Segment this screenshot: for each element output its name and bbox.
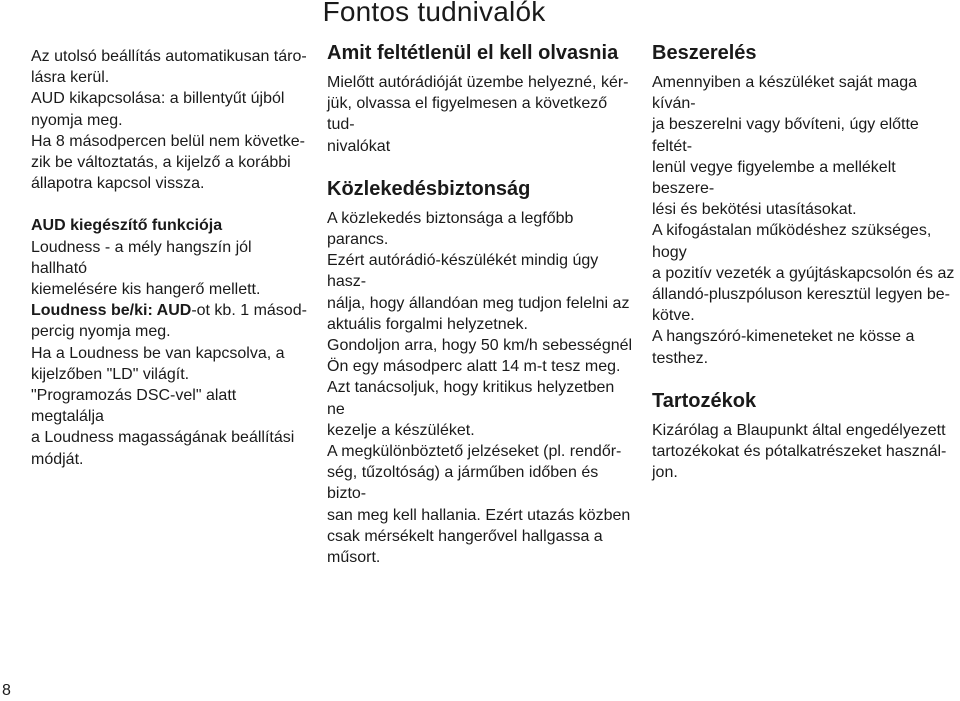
text-line: kiemelésére kis hangerő mellett. xyxy=(31,281,261,299)
text-line: Ön egy másodperc alatt 14 m-t tesz meg. xyxy=(327,358,621,376)
text-line: Azt tanácsoljuk, hogy kritikus helyzetben ne xyxy=(327,379,615,418)
text-line: nivalókat xyxy=(327,137,391,155)
text-line: kezelje a készüléket. xyxy=(327,421,475,439)
text-line: ség, tűzoltóság) a járműben időben és bizto- xyxy=(327,464,599,503)
text-line: Amennyiben a készüléket saját maga kíván- xyxy=(652,74,918,113)
text-line: jon. xyxy=(652,464,678,482)
text-line: kijelzőben "LD" világít. xyxy=(31,365,190,383)
left-column xyxy=(31,46,311,470)
text-line: lásra kerül. xyxy=(31,69,110,87)
text-line: jük, olvassa el figyelmesen a következő tud- xyxy=(327,95,608,134)
right-column xyxy=(652,44,958,483)
text-line: san meg kell hallania. Ezért utazás közben xyxy=(327,506,631,524)
text-line: állandó-pluszpóluson keresztül legyen be- xyxy=(652,286,950,304)
text-line: kötve. xyxy=(652,307,695,325)
paragraph-gap xyxy=(31,194,311,215)
text-line: nálja, hogy állandóan meg tudjon felelni az xyxy=(327,294,630,312)
loudness-suffix: -ot kb. 1 másod- xyxy=(191,302,307,320)
text-line: Gondoljon arra, hogy 50 km/h sebességnél xyxy=(327,337,633,355)
page-number: 8 xyxy=(2,682,11,699)
text-line: Kizárólag a Blaupunkt által engedélyezett xyxy=(652,421,946,439)
text-line: tartozékokat és pótalkatrészeket használ- xyxy=(652,443,947,461)
text-line: nyomja meg. xyxy=(31,111,123,129)
text-line: lési és bekötési utasításokat. xyxy=(652,201,857,219)
text-line: műsort. xyxy=(327,549,381,567)
text-line: A kifogástalan működéshez szükséges, hogy xyxy=(652,222,932,261)
page-title: Fontos tudnivalók xyxy=(322,0,546,27)
text-line: módját. xyxy=(31,450,84,468)
text-line: állapotra kapcsol vissza. xyxy=(31,175,205,193)
middle-column xyxy=(327,44,635,568)
text-line: ja beszerelni vagy bővíteni, úgy előtte feltét- xyxy=(652,116,919,155)
text-line: zik be változtatás, a kijelző a korábbi xyxy=(31,154,291,172)
text-line: Ha a Loudness be van kapcsolva, a xyxy=(31,344,285,362)
text-line: A hangszóró-kimeneteket ne kösse a testhez. xyxy=(652,328,915,367)
text-line: Ha 8 másodpercen belül nem követke- xyxy=(31,132,305,150)
installation-heading: Beszerelés xyxy=(652,42,757,64)
text-line: a pozitív vezeték a gyújtáskapcsolón és az xyxy=(652,264,955,282)
text-line: aktuális forgalmi helyzetnek. xyxy=(327,315,528,333)
text-line: Az utolsó beállítás automatikusan táro- xyxy=(31,48,307,65)
text-line: percig nyomja meg. xyxy=(31,323,171,341)
aud-function-heading: AUD kiegészítő funkciója xyxy=(31,217,223,235)
accessories-heading: Tartozékok xyxy=(652,389,757,412)
text-line: "Programozás DSC-vel" alatt megtalálja xyxy=(31,387,237,426)
traffic-safety-heading: Közlekedésbiztonság xyxy=(327,177,531,200)
loudness-label: Loudness be/ki: AUD xyxy=(31,302,192,320)
text-line: Mielőtt autórádióját üzembe helyezné, kér- xyxy=(327,74,629,91)
text-line: csak mérsékelt hangerővel hallgassa a xyxy=(327,527,603,545)
text-line: a Loudness magasságának beállítási xyxy=(31,429,295,447)
text-line: A megkülönböztető jelzéseket (pl. rendőr- xyxy=(327,443,622,461)
text-line: Ezért autórádió-készülékét mindig úgy hasz- xyxy=(327,252,599,291)
text-line: Loudness - a mély hangszín jól hallható xyxy=(31,238,252,277)
loudness-line xyxy=(31,300,311,321)
text-line: A közlekedés biztonsága a legfőbb parancs. xyxy=(327,209,574,249)
must-read-heading: Amit feltétlenül el kell olvasnia xyxy=(327,42,619,64)
text-line: AUD kikapcsolása: a billentyűt újból xyxy=(31,90,285,108)
text-line: lenül vegye figyelembe a mellékelt beszere- xyxy=(652,158,896,198)
